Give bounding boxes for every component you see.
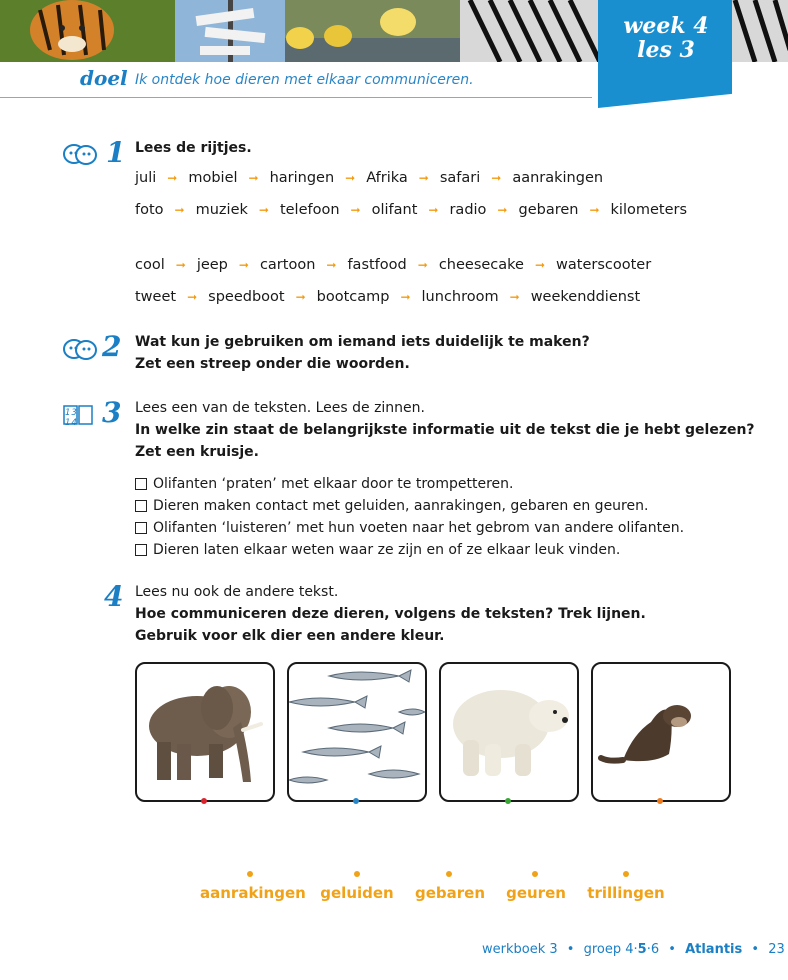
arrow-icon: ➞ [326,258,337,272]
word-row-3 [135,257,651,273]
page-number: 23 [768,942,785,957]
word-item: olifant [371,202,418,218]
footer-separator: • [668,942,676,957]
page-footer [482,942,785,957]
option-4[interactable] [135,539,684,561]
polar-bear-image [441,664,577,800]
option-text: Olifanten ‘praten’ met elkaar door te trompetteren. [153,476,514,492]
option-text: Olifanten ‘luisteren’ met hun voeten naar het gebrom van andere olifanten. [153,520,685,536]
word-dot[interactable] [532,871,538,877]
word-item: telefoon [279,202,340,218]
word-aanrakingen: aanrakingen [200,884,306,902]
arrow-icon: ➞ [258,203,269,217]
question-4-intro: Lees nu ook de andere tekst. [135,584,339,600]
book-pages-icon [63,404,93,426]
word-geuren: geuren [506,884,566,902]
word-geluiden: geluiden [320,884,394,902]
word-item: lunchroom [421,289,499,305]
pair-work-icon [63,143,97,165]
question-3-line-2: Zet een kruisje. [135,444,259,460]
question-4-number: 4 [104,580,124,613]
checkbox[interactable] [135,500,147,512]
goal-label: doel [80,66,128,90]
question-3-line-1: In welke zin staat de belangrijkste informatie uit de tekst die je hebt gelezen? [135,422,755,438]
arrow-icon: ➞ [491,171,502,185]
arrow-icon: ➞ [589,203,600,217]
word-dot[interactable] [623,871,629,877]
word-item: cool [135,257,165,273]
question-3-options [135,473,684,561]
word-item: Afrika [366,170,408,186]
word-item: waterscooter [556,257,652,273]
checkbox[interactable] [135,522,147,534]
word-item: gebaren [518,202,579,218]
question-2-number: 2 [102,330,122,363]
option-text: Dieren laten elkaar weten waar ze zijn en of ze elkaar leuk vinden. [153,542,621,558]
arrow-icon: ➞ [248,171,259,185]
word-item: aanrakingen [512,170,604,186]
option-3[interactable] [135,517,684,539]
word-dot[interactable] [247,871,253,877]
card-dot[interactable] [657,798,663,804]
arrow-icon: ➞ [509,290,520,304]
word-item: mobiel [188,170,238,186]
checkbox[interactable] [135,478,147,490]
goal-text: Ik ontdek hoe dieren met elkaar communiceren. [135,72,474,88]
arrow-icon: ➞ [497,203,508,217]
word-dot[interactable] [446,871,452,877]
word-item: cheesecake [438,257,524,273]
question-4-line-2: Gebruik voor elk dier een andere kleur. [135,628,445,644]
arrow-icon: ➞ [534,258,546,272]
arrow-icon: ➞ [428,203,439,217]
word-item: kilometers [610,202,688,218]
word-item: cartoon [259,257,316,273]
question-2-line-1: Wat kun je gebruiken om iemand iets duidelijk te maken? [135,334,590,350]
question-4-line-1: Hoe communiceren deze dieren, volgens de teksten? Trek lijnen. [135,606,646,622]
word-dot[interactable] [354,871,360,877]
option-1[interactable] [135,473,684,495]
card-dot[interactable] [353,798,359,804]
word-item: bootcamp [316,289,390,305]
question-1-title: Lees de rijtjes. [135,140,252,156]
animal-card-elephant[interactable] [135,662,275,802]
word-trillingen: trillingen [587,884,665,902]
word-item: weekenddienst [530,289,641,305]
word-gebaren: gebaren [414,884,486,902]
week-label: week 4 [623,13,709,39]
arrow-icon: ➞ [167,171,178,185]
word-item: muziek [195,202,248,218]
week-lesson-label [604,14,728,62]
arrow-icon: ➞ [345,171,356,185]
footer-group-6: 6 [650,942,660,957]
otter-image [593,664,729,800]
arrow-icon: ➞ [187,290,198,304]
arrow-icon: ➞ [350,203,361,217]
word-item: haringen [269,170,335,186]
arrow-icon: ➞ [175,258,186,272]
footer-group-dot: · [646,942,651,957]
arrow-icon: ➞ [295,290,306,304]
option-2[interactable] [135,495,684,517]
question-1-number: 1 [106,136,126,169]
lesson-label: les 3 [637,37,695,63]
footer-group-dot: · [633,942,638,957]
footer-separator: • [751,942,760,957]
word-item: fastfood [347,257,407,273]
elephant-image [137,664,273,800]
option-text: Dieren maken contact met geluiden, aanrakingen, gebaren en geuren. [153,498,649,514]
word-item: foto [135,202,164,218]
arrow-icon: ➞ [417,258,428,272]
word-row-1 [135,170,603,186]
checkbox[interactable] [135,544,147,556]
word-item: jeep [196,257,228,273]
arrow-icon: ➞ [418,171,429,185]
animal-card-polar-bear[interactable] [439,662,579,802]
word-row-4 [135,289,640,305]
arrow-icon: ➞ [174,203,185,217]
card-dot[interactable] [201,798,207,804]
word-item: tweet [135,289,177,305]
question-3-number: 3 [102,396,122,429]
goal-divider [0,97,592,98]
pair-work-icon [63,338,97,360]
footer-title: Atlantis [685,942,743,957]
word-row-2 [135,202,687,218]
word-item: juli [135,170,157,186]
footer-separator: • [566,942,575,957]
animal-card-herring[interactable] [287,662,427,802]
footer-group: groep 4 [583,942,634,957]
animal-card-otter[interactable] [591,662,731,802]
question-2-line-2: Zet een streep onder die woorden. [135,356,410,372]
word-item: radio [449,202,487,218]
word-item: safari [439,170,481,186]
arrow-icon: ➞ [400,290,411,304]
word-item: speedboot [208,289,285,305]
herring-fish-image [289,664,425,800]
book-pages-label: 13 14 [65,408,78,428]
question-3-intro: Lees een van de teksten. Lees de zinnen. [135,400,425,416]
footer-group-5: 5 [637,942,647,957]
arrow-icon: ➞ [238,258,249,272]
footer-book: werkboek 3 [482,942,558,957]
card-dot[interactable] [505,798,511,804]
